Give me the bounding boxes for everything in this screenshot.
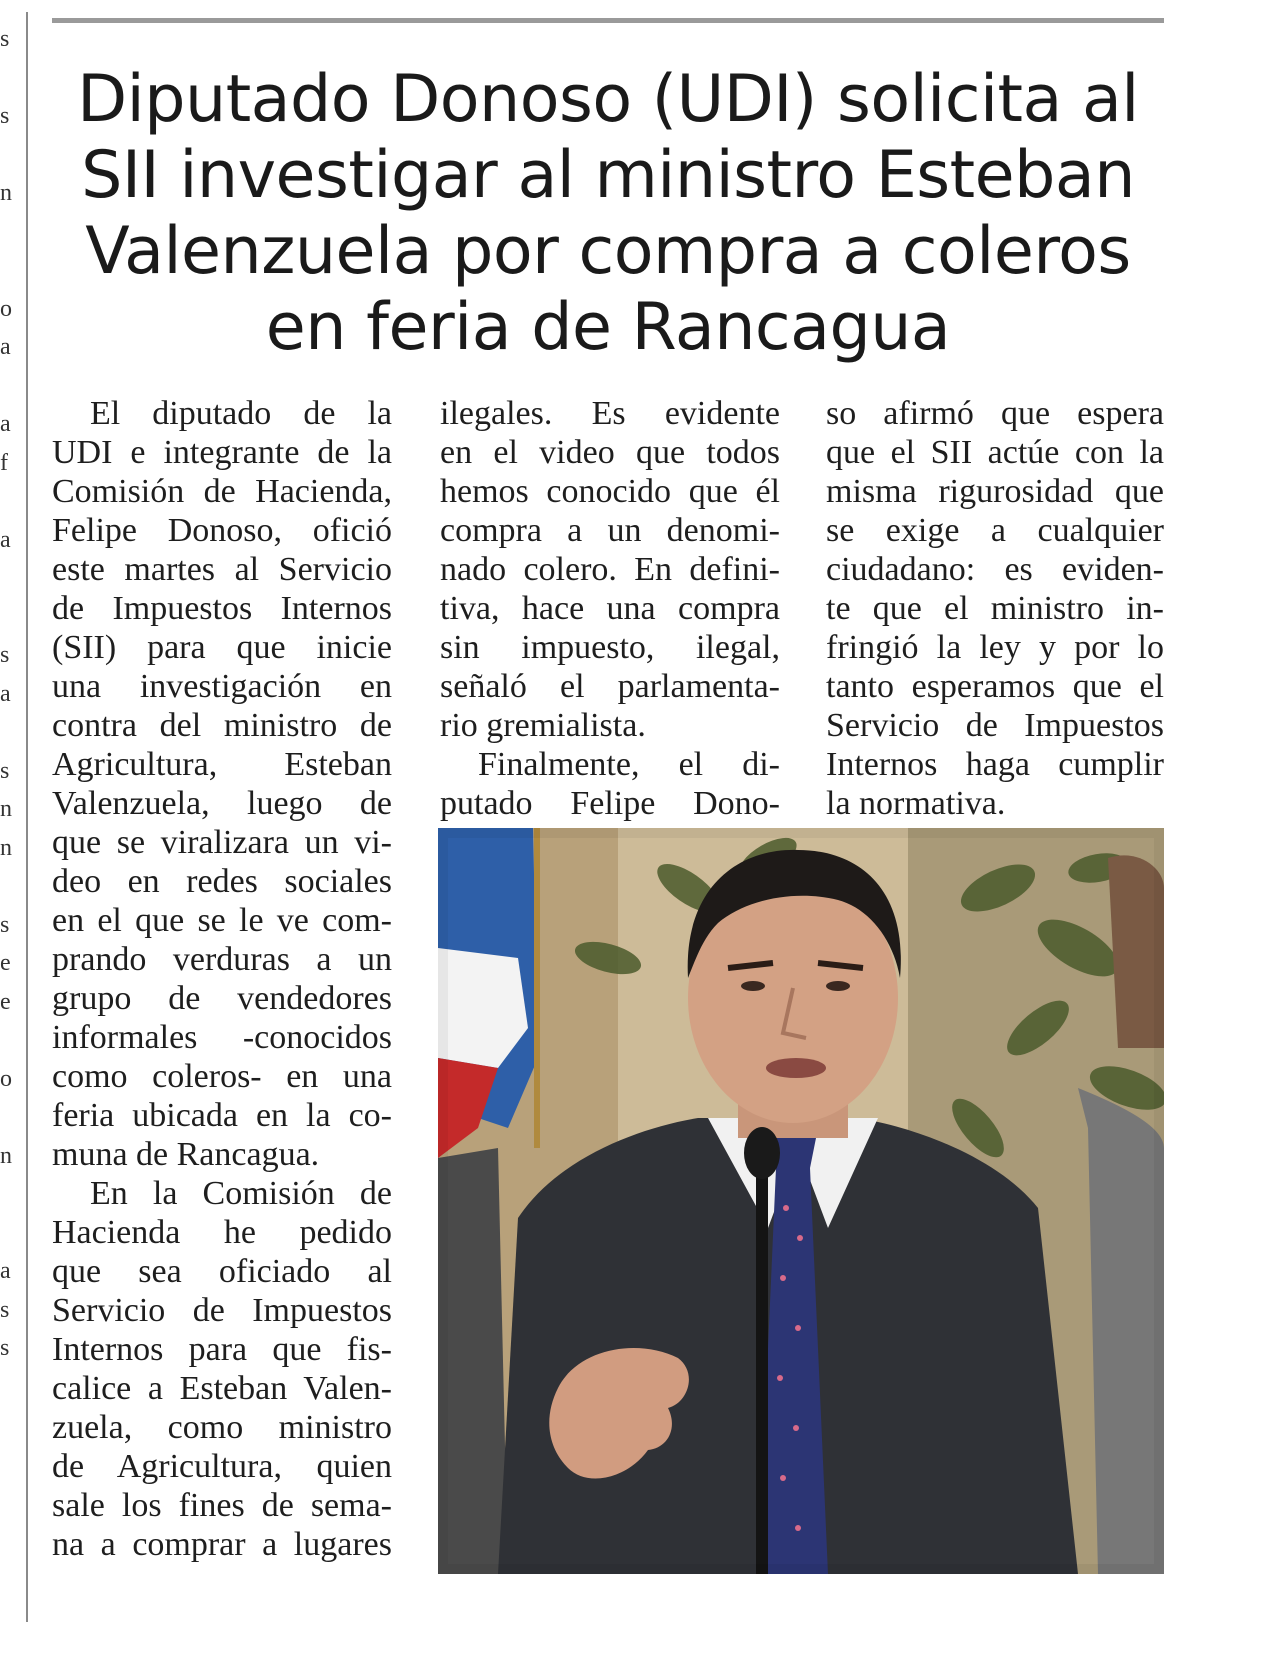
text-line: ilegales. Es evidente [440,395,780,432]
text-line: la normativa. [826,785,1006,822]
text-line: Valenzuela, luego de [52,785,392,822]
headline-line: en feria de Rancagua [265,290,951,365]
edge-fragment [0,713,14,752]
text-line: de Impuestos Internos [52,590,392,627]
text-line: se exige a cualquier [826,512,1164,549]
edge-fragment: n [0,1142,12,1169]
text-line: deo en redes sociales [52,863,392,900]
article-column-2 [440,394,780,823]
edge-fragment [0,1175,14,1214]
text-line: misma rigurosidad que [826,473,1164,510]
text-line: de Agricultura, quien [52,1448,392,1485]
edge-fragment [0,1021,14,1060]
edge-fragment: o [0,295,12,322]
text-line: informales -conocidos [52,1019,392,1056]
text-line: fringió la ley y por lo [826,629,1164,666]
edge-fragment: a [0,680,11,707]
headline-line: Valenzuela por compra a coleros [85,214,1131,289]
edge-fragment: f [0,449,8,476]
edge-fragment: n [0,834,12,861]
edge-fragment [0,251,14,290]
text-line: como coleros- en una [52,1058,392,1095]
text-line: en el video que todos [440,434,780,471]
text-line: este martes al Servicio [52,551,392,588]
text-line: zuela, como ministro [52,1409,392,1446]
text-line: en el que se le ve com- [52,902,392,939]
headline [50,62,1166,366]
text-line: rio gremialista. [440,707,646,744]
edge-fragment: s [0,1296,10,1323]
text-line: hemos conocido que él [440,473,780,510]
headline-line: SII investigar al ministro Esteban [81,138,1135,213]
top-rule [52,18,1164,23]
text-line: Servicio de Impuestos [826,707,1164,744]
article-column-1 [52,394,392,1564]
edge-fragment: o [0,1065,12,1092]
edge-fragment [0,136,14,175]
text-line: Hacienda he pedido [52,1214,392,1251]
edge-fragment: s [0,1335,10,1361]
text-line: (SII) para que inicie [52,629,392,666]
text-line: tiva, hace una compra [440,590,780,627]
text-line: Internos haga cumplir [826,746,1164,783]
text-line: nado colero. En defini- [440,551,780,588]
edge-fragment: n [0,180,12,206]
text-line: muna de Rancagua. [52,1136,320,1173]
edge-fragment: s [0,911,10,938]
text-line: contra del ministro de [52,707,392,744]
edge-fragment [0,598,14,637]
edge-fragment [0,1214,14,1253]
edge-fragment [0,213,14,252]
text-line: que se viralizara un vi- [52,824,392,861]
text-line: compra a un denomi- [440,512,780,549]
text-line: Servicio de Impuestos [52,1292,392,1329]
edge-fragment: e [0,950,11,976]
text-line: que el SII actúe con la [826,434,1164,471]
edge-fragment: e [0,988,11,1015]
adjacent-column-fragment [0,20,14,1620]
edge-fragment: n [0,796,12,822]
edge-fragment [0,559,14,598]
column-divider [26,12,28,1622]
text-line: que sea oficiado al [52,1253,392,1290]
text-line: prando verduras a un [52,941,392,978]
text-line: feria ubicada en la co- [52,1097,392,1134]
text-line: grupo de vendedores [52,980,392,1017]
edge-fragment [0,59,14,98]
edge-fragment: a [0,334,11,360]
article-photo [438,828,1164,1574]
text-line: sin impuesto, ilegal, [440,629,780,666]
text-line: sale los fines de sema- [52,1487,392,1524]
edge-fragment: s [0,26,10,52]
text-line: so afirmó que espera [826,395,1164,432]
text-line: calice a Esteban Valen- [52,1370,392,1407]
text-line: ciudadano: es eviden- [826,551,1164,588]
text-line: tanto esperamos que el [826,668,1164,705]
text-line: Agricultura, Esteban [52,746,392,783]
article-column-3 [826,394,1164,823]
text-line: Felipe Donoso, ofició [52,512,392,549]
text-line: El diputado de la [90,395,392,432]
text-line: putado Felipe Dono- [440,785,780,822]
text-line: te que el ministro in- [826,590,1164,627]
edge-fragment [0,482,14,521]
edge-fragment: s [0,757,10,784]
edge-fragment [0,367,14,406]
edge-fragment: a [0,1258,11,1284]
text-line: UDI e integrante de la [52,434,392,471]
text-line: Internos para que fis- [52,1331,392,1368]
photo-illustration [438,828,1164,1574]
text-line: una investigación en [52,668,392,705]
text-line: señaló el parlamenta- [440,668,780,705]
text-line: Finalmente, el di- [478,746,780,783]
edge-fragment: s [0,103,10,129]
edge-fragment: a [0,526,11,553]
edge-fragment: s [0,642,10,668]
edge-fragment [0,867,14,906]
headline-line: Diputado Donoso (UDI) solicita al [77,62,1139,137]
edge-fragment: a [0,411,11,437]
edge-fragment [0,1098,14,1137]
text-line: na a comprar a lugares [52,1526,392,1563]
text-line: Comisión de Hacienda, [52,473,392,510]
text-line: En la Comisión de [90,1175,392,1212]
